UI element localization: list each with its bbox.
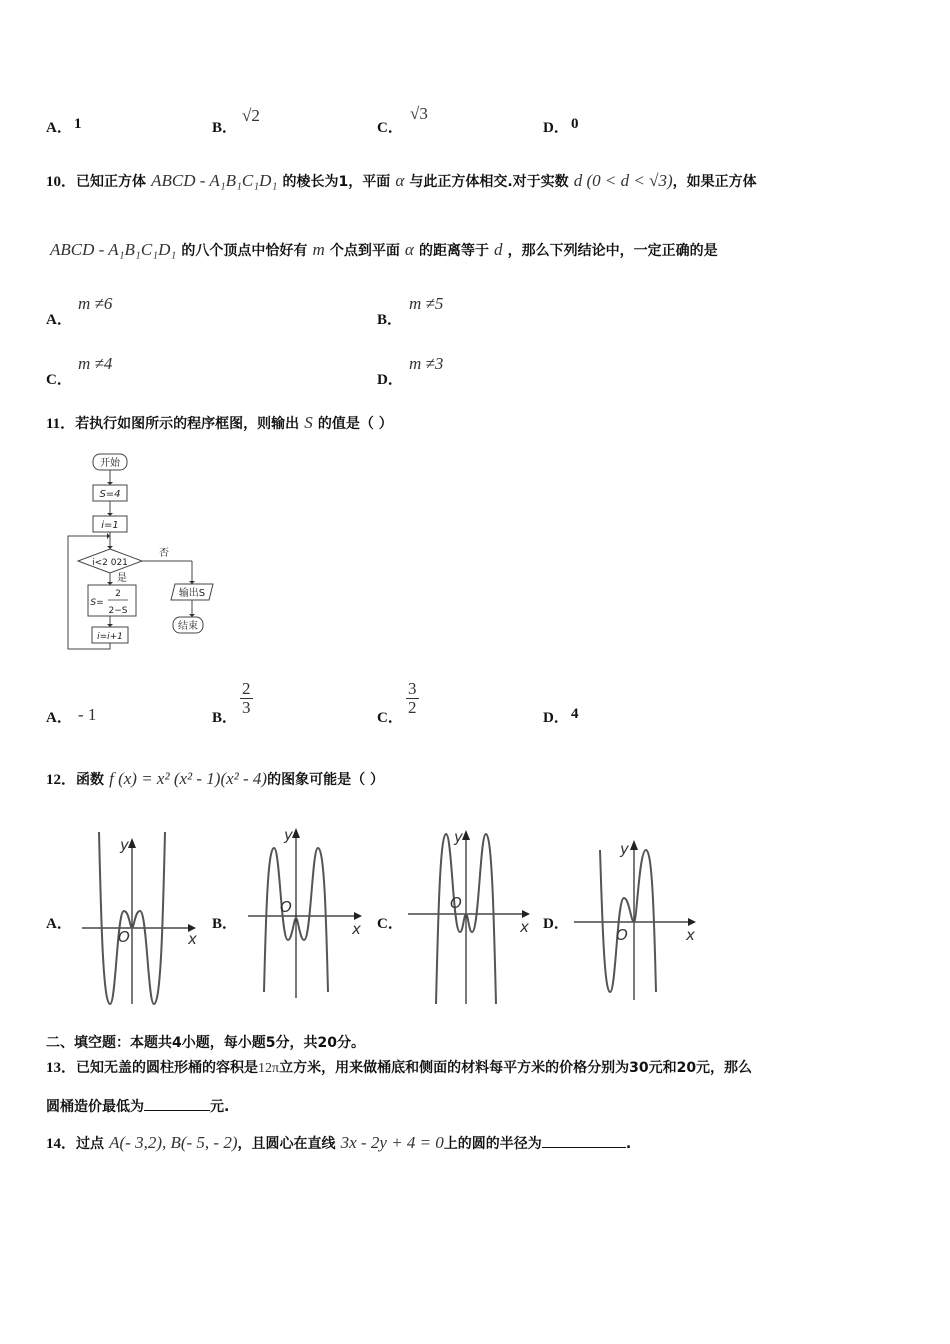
q10-d: d bbox=[494, 240, 503, 259]
q10-alpha-1: α bbox=[395, 171, 405, 190]
q10-option-b-label: B． bbox=[377, 312, 403, 328]
q13-text-4: 元. bbox=[210, 1099, 230, 1115]
q14-text-3: 上的圆的半径为 bbox=[443, 1136, 542, 1152]
y-axis-arrow-icon bbox=[292, 828, 300, 838]
y-label: y bbox=[284, 826, 293, 844]
flow-init-s-text: S=4 bbox=[99, 489, 121, 500]
flow-output-text: 输出S bbox=[178, 588, 206, 599]
flow-condition-text: i<2 021 bbox=[92, 558, 128, 568]
q13-text-2: 立方米，用来做桶底和侧面的材料每平方米的价格分别为30元和20元，那么 bbox=[279, 1060, 753, 1076]
y-label: y bbox=[120, 836, 129, 854]
flow-end-text: 结束 bbox=[178, 621, 198, 632]
flow-assign-lhs: S= bbox=[90, 598, 104, 608]
q10-condition: d (0 < d < √3) bbox=[573, 171, 673, 190]
q11-flowchart bbox=[60, 448, 230, 656]
q11-option-c-label: C． bbox=[377, 710, 403, 726]
y-label: y bbox=[454, 828, 463, 846]
y-axis-arrow-icon bbox=[630, 840, 638, 850]
q10-number: 10． bbox=[46, 174, 77, 190]
flow-start-text: 开始 bbox=[100, 458, 120, 469]
flow-assign-num: 2 bbox=[115, 589, 121, 599]
q9-option-c-value: √3 bbox=[410, 104, 428, 123]
x-axis-arrow-icon bbox=[522, 910, 530, 918]
q12-function: f (x) = x² (x² - 1)(x² - 4) bbox=[109, 769, 268, 788]
q14-line bbox=[46, 1132, 631, 1153]
q11-option-c-den: 2 bbox=[408, 698, 417, 717]
q11-text-2: 的值是（ ） bbox=[317, 416, 393, 432]
origin-label: O bbox=[616, 926, 628, 944]
q12-graph-b-label: B． bbox=[212, 916, 238, 932]
q10-option-d-value: m ≠3 bbox=[409, 354, 444, 373]
q11-option-b-num: 2 bbox=[242, 679, 251, 698]
q14-answer-blank[interactable] bbox=[542, 1147, 626, 1148]
flow-assign-den: 2−S bbox=[108, 606, 128, 616]
q10-option-c-label: C． bbox=[46, 372, 72, 388]
q10-text-6: 个点到平面 bbox=[329, 243, 400, 259]
q12-graph-d-label: D． bbox=[543, 916, 569, 932]
q10-text-3: 与此正方体相交.对于实数 bbox=[409, 174, 569, 190]
flow-init-i-text: i=1 bbox=[101, 520, 119, 531]
x-axis-arrow-icon bbox=[354, 912, 362, 920]
q13-text-3: 圆桶造价最低为 bbox=[46, 1099, 144, 1115]
q9-option-b-value: √2 bbox=[242, 106, 260, 125]
q9-option-d-label: D． bbox=[543, 120, 569, 136]
q9-option-a-value: 1 bbox=[74, 116, 82, 132]
q12-stem bbox=[46, 768, 384, 789]
x-label: x bbox=[188, 930, 197, 948]
q10-alpha-2: α bbox=[404, 240, 414, 259]
q11-s: S bbox=[304, 413, 313, 432]
flow-incr-text: i=i+1 bbox=[97, 632, 123, 642]
q14-line-equation: 3x - 2y + 4 = 0 bbox=[340, 1133, 444, 1152]
q12-graph-a bbox=[68, 826, 208, 1012]
origin-label: O bbox=[450, 894, 462, 912]
section-2-title: 二、填空题：本题共4小题，每小题5分，共20分。 bbox=[46, 1035, 365, 1051]
q9-option-c-label: C． bbox=[377, 120, 403, 136]
q10-line2 bbox=[50, 240, 718, 260]
q13-answer-blank[interactable] bbox=[144, 1110, 210, 1111]
q14-number: 14． bbox=[46, 1136, 77, 1152]
q9-option-d-value: 0 bbox=[571, 116, 579, 132]
q10-cube-1: ABCD - A₁B₁C₁D₁ bbox=[151, 171, 278, 190]
q11-number: 11． bbox=[46, 416, 76, 432]
q12-graph-c-label: C． bbox=[377, 916, 403, 932]
q11-option-a-value: - 1 bbox=[78, 705, 97, 724]
q10-option-a-label: A． bbox=[46, 312, 72, 328]
y-axis-arrow-icon bbox=[462, 830, 470, 840]
q10-option-b-value: m ≠5 bbox=[409, 294, 444, 313]
q10-text-5: 的八个顶点中恰好有 bbox=[181, 243, 308, 259]
q10-line1 bbox=[46, 170, 757, 191]
q10-text-8: ，那么下列结论中，一定正确的是 bbox=[507, 243, 718, 259]
flow-yes-label: 是 bbox=[117, 573, 127, 584]
q11-option-b-fraction bbox=[240, 680, 253, 717]
q10-text-4: ，如果正方体 bbox=[672, 174, 757, 190]
q12-graph-c bbox=[400, 822, 540, 1008]
q14-points: A(- 3,2), B(- 5, - 2) bbox=[109, 1133, 238, 1152]
flow-no-label: 否 bbox=[159, 548, 169, 559]
x-axis-arrow-icon bbox=[688, 918, 696, 926]
q10-option-d-label: D． bbox=[377, 372, 403, 388]
q11-option-d-label: D． bbox=[543, 710, 569, 726]
q13-number: 13． bbox=[46, 1060, 77, 1076]
x-label: x bbox=[686, 926, 695, 944]
q11-option-d-value: 4 bbox=[571, 706, 579, 722]
q13-text-1: 已知无盖的圆柱形桶的容积是 bbox=[76, 1060, 259, 1076]
y-label: y bbox=[620, 840, 629, 858]
q11-stem bbox=[46, 412, 393, 433]
q12-graph-b bbox=[234, 820, 374, 1006]
q12-text-2: 的图象可能是（ ） bbox=[267, 772, 384, 788]
x-label: x bbox=[352, 920, 361, 938]
q12-text-1: 函数 bbox=[76, 772, 105, 788]
q11-option-a-label: A． bbox=[46, 710, 72, 726]
q11-text-1: 若执行如图所示的程序框图，则输出 bbox=[75, 416, 300, 432]
q13-line1 bbox=[46, 1056, 752, 1077]
q14-text-1: 过点 bbox=[76, 1136, 105, 1152]
q11-option-c-num: 3 bbox=[408, 679, 417, 698]
y-axis-arrow-icon bbox=[128, 838, 136, 848]
q14-text-4: . bbox=[625, 1136, 632, 1152]
origin-label: O bbox=[280, 898, 292, 916]
q11-option-b-den: 3 bbox=[242, 698, 251, 717]
q9-option-b-label: B． bbox=[212, 120, 238, 136]
x-label: x bbox=[520, 918, 529, 936]
q12-graph-a-label: A． bbox=[46, 916, 72, 932]
q13-volume: 12π bbox=[258, 1061, 280, 1076]
q9-option-a-label: A． bbox=[46, 120, 72, 136]
q11-option-c-fraction bbox=[406, 680, 419, 717]
origin-label: O bbox=[118, 928, 130, 946]
q10-m: m bbox=[312, 240, 325, 259]
q10-text-2: 的棱长为1，平面 bbox=[282, 174, 391, 190]
q10-text-7: 的距离等于 bbox=[418, 243, 489, 259]
q11-option-b-label: B． bbox=[212, 710, 238, 726]
q14-text-2: ，且圆心在直线 bbox=[237, 1136, 336, 1152]
q10-cube-2: ABCD - A₁B₁C₁D₁ bbox=[50, 240, 177, 259]
q12-number: 12． bbox=[46, 772, 77, 788]
q10-text-1: 已知正方体 bbox=[76, 174, 147, 190]
q10-option-a-value: m ≠6 bbox=[78, 294, 113, 313]
curve bbox=[600, 850, 656, 992]
q13-line2 bbox=[46, 1096, 229, 1116]
q12-graph-d bbox=[566, 830, 706, 1008]
q10-option-c-value: m ≠4 bbox=[78, 354, 113, 373]
